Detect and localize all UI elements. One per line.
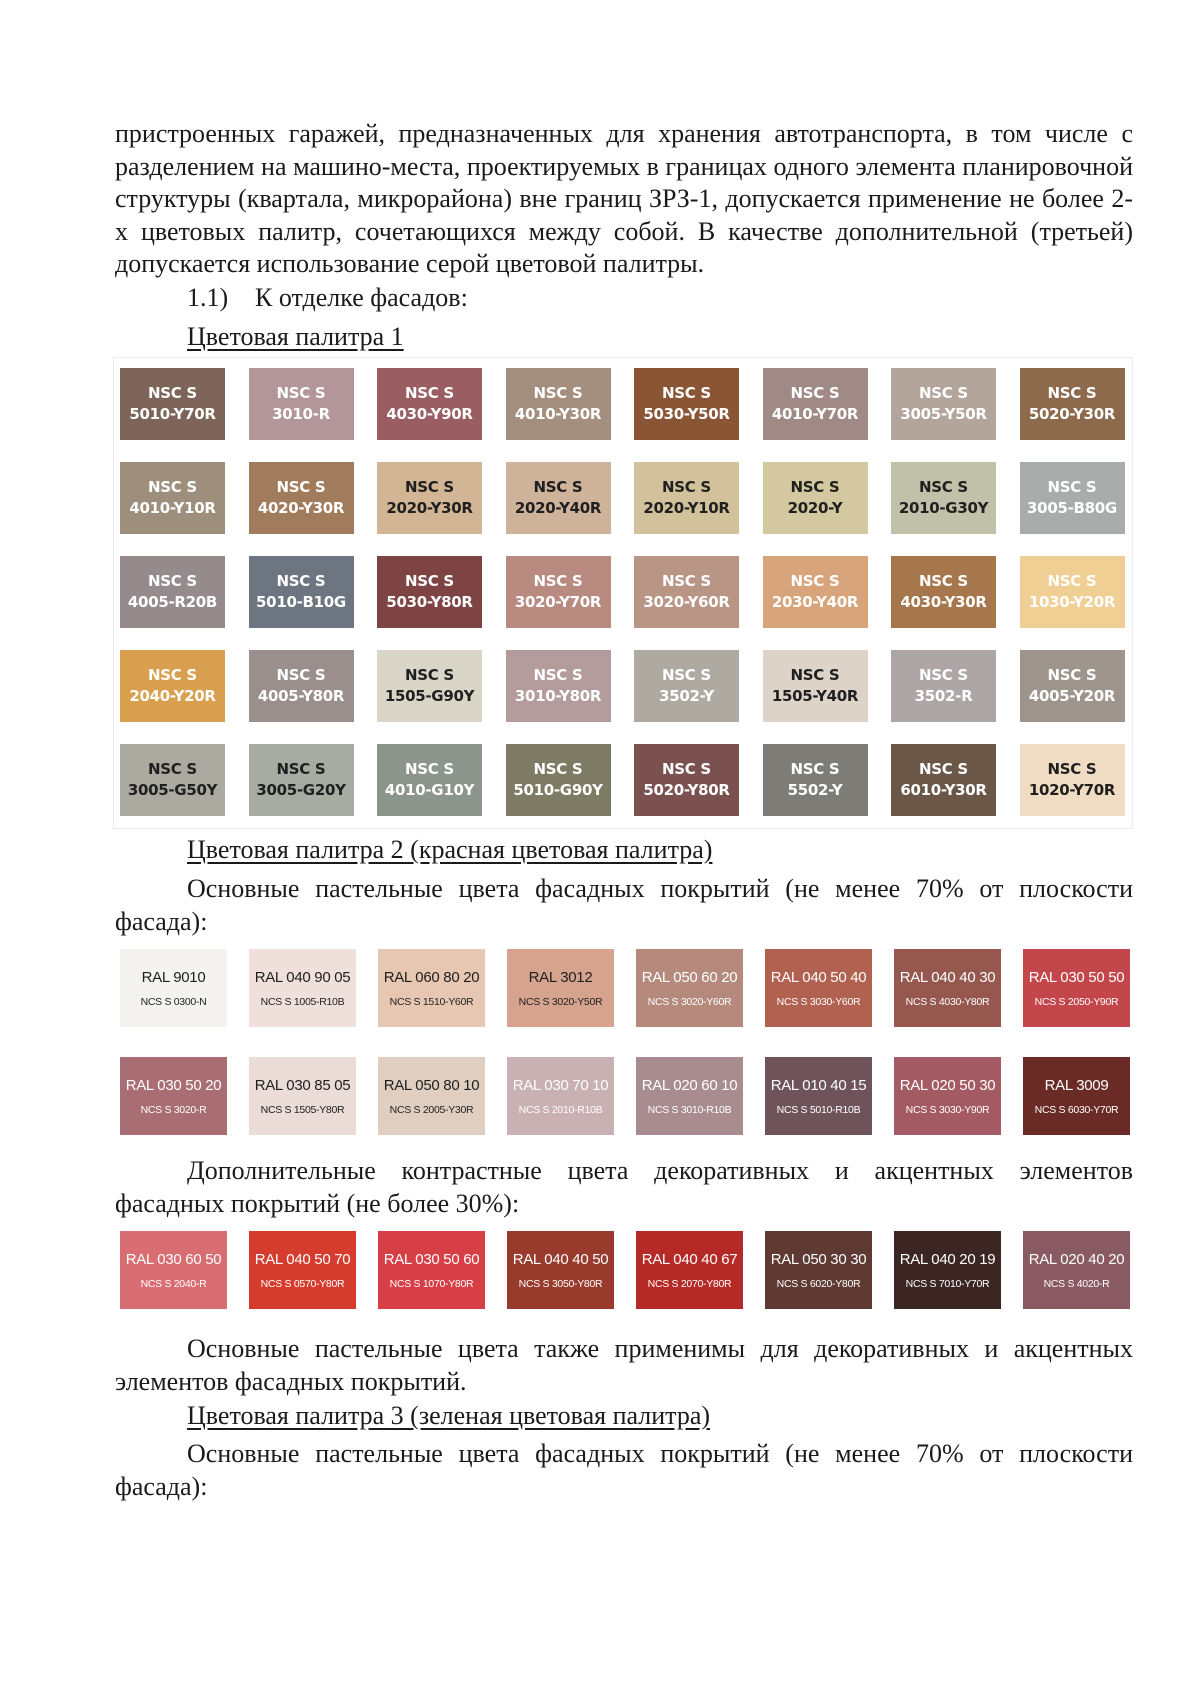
color-swatch	[894, 949, 1001, 1027]
swatch-label-code: 2030-Y40R	[771, 593, 859, 611]
swatch-ral-code: RAL 060 80 20	[383, 968, 480, 986]
swatch-label-code: 5020-Y80R	[643, 781, 730, 799]
swatch-ral-code: RAL 020 40 20	[1028, 1250, 1125, 1268]
color-swatch	[1023, 949, 1130, 1027]
swatch-label-system: NSC S	[405, 666, 454, 684]
swatch-ncs-code: NCS S 2010-R10B	[518, 1103, 603, 1116]
swatch-label-code: 2040-Y20R	[129, 687, 216, 705]
color-swatch	[377, 368, 482, 440]
color-swatch	[506, 368, 611, 440]
list-item-text: К отделке фасадов:	[255, 283, 468, 312]
swatch-label-code: 4010-Y70R	[771, 405, 859, 423]
swatch-ral-code: RAL 030 50 50	[1028, 968, 1125, 986]
swatch-label-code: 5010-B10G	[256, 593, 346, 611]
color-swatch	[507, 1231, 614, 1309]
swatch-label-code: 3502-Y	[659, 687, 714, 705]
swatch-label-system: NSC S	[276, 760, 326, 778]
list-item-facade-finishing	[187, 282, 468, 314]
swatch-ncs-code: NCS S 5010-R10B	[776, 1103, 861, 1116]
color-swatch	[506, 556, 611, 628]
swatch-label-system: NSC S	[662, 666, 711, 684]
swatch-ral-code: RAL 040 50 40	[770, 968, 867, 986]
swatch-label-system: NSC S	[662, 572, 711, 590]
swatch-label-code: 3005-G50Y	[127, 781, 218, 799]
swatch-label-system: NSC S	[662, 384, 711, 402]
swatch-label-code: 4005-Y80R	[257, 687, 345, 705]
color-swatch	[1023, 1231, 1130, 1309]
swatch-label-system: NSC S	[276, 572, 326, 590]
swatch-ral-code: RAL 3009	[1044, 1076, 1109, 1094]
color-swatch	[120, 1057, 227, 1135]
swatch-label-system: NSC S	[919, 384, 968, 402]
color-swatch	[763, 368, 868, 440]
swatch-label-code: 2010-G30Y	[898, 499, 989, 517]
swatch-label-system: NSC S	[919, 572, 968, 590]
color-swatch	[763, 650, 868, 722]
color-swatch	[765, 1057, 872, 1135]
swatch-label-system: NSC S	[405, 572, 454, 590]
swatch-ncs-code: NCS S 3010-R10B	[647, 1103, 732, 1116]
swatch-ncs-code: NCS S 1070-Y80R	[389, 1277, 474, 1290]
swatch-label-code: 4030-Y30R	[900, 593, 987, 611]
swatch-label-code: 5030-Y50R	[643, 405, 730, 423]
color-swatch	[765, 949, 872, 1027]
color-swatch	[507, 949, 614, 1027]
color-swatch	[894, 1231, 1001, 1309]
color-swatch	[634, 556, 739, 628]
color-swatch	[377, 556, 482, 628]
color-swatch	[634, 650, 739, 722]
color-swatch	[378, 1231, 485, 1309]
swatch-ncs-code: NCS S 3030-Y90R	[905, 1103, 990, 1116]
swatch-label-system: NSC S	[1047, 760, 1097, 778]
swatch-label-code: 5502-Y	[787, 781, 843, 799]
swatch-label-code: 5020-Y30R	[1028, 405, 1116, 423]
swatch-label-code: 4010-Y30R	[514, 405, 602, 423]
swatch-ncs-code: NCS S 3050-Y80R	[518, 1277, 603, 1290]
swatch-ncs-code: NCS S 4030-Y80R	[905, 995, 990, 1008]
color-swatch	[249, 1057, 356, 1135]
swatch-ncs-code: NCS S 1510-Y60R	[389, 995, 474, 1008]
swatch-label-code: 2020-Y10R	[643, 499, 730, 517]
swatch-ral-code: RAL 030 50 20	[125, 1076, 222, 1094]
swatch-label-code: 4010-Y10R	[129, 499, 216, 517]
swatch-ral-code: RAL 050 30 30	[770, 1250, 867, 1268]
color-swatch	[1020, 744, 1125, 816]
swatch-label-system: NSC S	[662, 478, 711, 496]
swatch-label-system: NSC S	[1047, 478, 1097, 496]
swatch-ncs-code: NCS S 4020-R	[1043, 1277, 1110, 1290]
palette-2-accent-text: Дополнительные контрастные цвета декоративных и акцентных элементов фасадных покрытий (не более 30%):	[115, 1156, 1133, 1218]
swatch-label-system: NSC S	[1047, 384, 1097, 402]
palette-2-accent-grid	[120, 1231, 1130, 1309]
swatch-label-system: NSC S	[533, 760, 583, 778]
swatch-label-system: NSC S	[405, 384, 454, 402]
color-swatch	[763, 744, 868, 816]
color-swatch	[636, 949, 743, 1027]
swatch-ncs-code: NCS S 2070-Y80R	[647, 1277, 732, 1290]
swatch-label-code: 1020-Y70R	[1028, 781, 1116, 799]
color-swatch	[1020, 368, 1125, 440]
palette-2-note-text: Основные пастельные цвета также применимы для декоративных и акцентных элементов фасадных покрытий.	[115, 1334, 1133, 1396]
color-swatch	[506, 462, 611, 534]
swatch-label-system: NSC S	[405, 478, 454, 496]
color-swatch	[377, 744, 482, 816]
swatch-ncs-code: NCS S 0570-Y80R	[260, 1277, 345, 1290]
swatch-ral-code: RAL 050 60 20	[641, 968, 738, 986]
swatch-label-system: NSC S	[662, 760, 711, 778]
swatch-label-system: NSC S	[919, 760, 968, 778]
color-swatch	[1020, 556, 1125, 628]
color-swatch	[506, 744, 611, 816]
swatch-label-code: 4005-Y20R	[1028, 687, 1116, 705]
swatch-label-system: NSC S	[533, 572, 583, 590]
swatch-label-system: NSC S	[533, 478, 583, 496]
swatch-label-system: NSC S	[148, 760, 197, 778]
color-swatch	[120, 556, 225, 628]
swatch-label-system: NSC S	[790, 760, 840, 778]
swatch-ncs-code: NCS S 2050-Y90R	[1034, 995, 1119, 1008]
color-swatch	[636, 1057, 743, 1135]
swatch-label-system: NSC S	[148, 478, 197, 496]
swatch-label-system: NSC S	[405, 760, 454, 778]
swatch-label-code: 3010-R	[272, 405, 330, 423]
color-swatch	[891, 744, 996, 816]
swatch-ncs-code: NCS S 6030-Y70R	[1034, 1103, 1119, 1116]
color-swatch	[763, 462, 868, 534]
swatch-label-system: NSC S	[919, 666, 968, 684]
swatch-ncs-code: NCS S 3020-Y60R	[647, 995, 732, 1008]
color-swatch	[249, 650, 354, 722]
swatch-ral-code: RAL 040 40 67	[641, 1250, 738, 1268]
swatch-ncs-code: NCS S 3020-Y50R	[518, 995, 603, 1008]
swatch-label-system: NSC S	[148, 572, 197, 590]
color-swatch	[249, 949, 356, 1027]
color-swatch	[891, 368, 996, 440]
color-swatch	[378, 1057, 485, 1135]
swatch-label-code: 3005-B80G	[1027, 499, 1117, 517]
color-swatch	[120, 744, 225, 816]
swatch-label-system: NSC S	[533, 384, 583, 402]
palette-2-main-grid	[120, 949, 1130, 1135]
color-swatch	[249, 1231, 356, 1309]
color-swatch	[377, 462, 482, 534]
palette-2-heading: Цветовая палитра 2 (красная цветовая палитра)	[187, 835, 713, 864]
color-swatch	[634, 368, 739, 440]
color-swatch	[1023, 1057, 1130, 1135]
swatch-ral-code: RAL 040 90 05	[254, 968, 351, 986]
swatch-label-code: 4030-Y90R	[386, 405, 473, 423]
swatch-label-code: 1030-Y20R	[1028, 593, 1116, 611]
swatch-label-code: 3010-Y80R	[514, 687, 602, 705]
swatch-ncs-code: NCS S 3030-Y60R	[776, 995, 861, 1008]
palette-3-heading: Цветовая палитра 3 (зеленая цветовая палитра)	[187, 1401, 711, 1430]
swatch-label-code: 2020-Y	[787, 499, 843, 517]
palette-2-main-text: Основные пастельные цвета фасадных покрытий (не менее 70% от плоскости фасада):	[115, 874, 1133, 936]
swatch-ral-code: RAL 040 40 30	[899, 968, 996, 986]
color-swatch	[120, 650, 225, 722]
color-swatch	[891, 556, 996, 628]
palette-1-heading: Цветовая палитра 1	[187, 322, 404, 351]
swatch-label-code: 3020-Y70R	[514, 593, 602, 611]
swatch-ncs-code: NCS S 1005-R10B	[260, 995, 345, 1008]
swatch-label-system: NSC S	[790, 478, 840, 496]
color-swatch	[120, 949, 227, 1027]
color-swatch	[634, 462, 739, 534]
swatch-ral-code: RAL 9010	[141, 968, 206, 986]
color-swatch	[249, 462, 354, 534]
swatch-label-code: 4005-R20B	[127, 593, 218, 611]
swatch-label-code: 3502-R	[914, 687, 973, 705]
swatch-label-system: NSC S	[1047, 572, 1097, 590]
swatch-label-code: 5030-Y80R	[386, 593, 473, 611]
swatch-ral-code: RAL 050 80 10	[383, 1076, 480, 1094]
swatch-label-system: NSC S	[1047, 666, 1097, 684]
swatch-ncs-code: NCS S 7010-Y70R	[905, 1277, 990, 1290]
swatch-ncs-code: NCS S 2040-R	[140, 1277, 207, 1290]
swatch-ncs-code: NCS S 0300-N	[140, 995, 207, 1008]
swatch-label-system: NSC S	[533, 666, 583, 684]
swatch-label-system: NSC S	[790, 384, 840, 402]
color-swatch	[378, 949, 485, 1027]
swatch-label-code: 1505-Y40R	[771, 687, 859, 705]
color-swatch	[120, 368, 225, 440]
swatch-ral-code: RAL 010 40 15	[770, 1076, 867, 1094]
palette-1-panel	[114, 358, 1132, 828]
swatch-ncs-code: NCS S 1505-Y80R	[260, 1103, 345, 1116]
color-swatch	[120, 462, 225, 534]
swatch-ral-code: RAL 040 50 70	[254, 1250, 351, 1268]
color-swatch	[377, 650, 482, 722]
intro-paragraph: пристроенных гаражей, предназначенных для хранения автотранспорта, в том числе с разделением на машино-места, проектируемых в границах одного элемента планировочной структуры (квартала, микрорайона) вне границ ЗРЗ-1, допускается применение не более 2-х цветовых палитр, сочетающихся между собой. В качестве дополнительной (третьей) допускается использование серой цветовой палитры.	[115, 119, 1133, 278]
swatch-ral-code: RAL 030 70 10	[512, 1076, 609, 1094]
swatch-label-code: 2020-Y40R	[514, 499, 602, 517]
swatch-label-code: 5010-Y70R	[129, 405, 216, 423]
color-swatch	[506, 650, 611, 722]
swatch-ral-code: RAL 020 50 30	[899, 1076, 996, 1094]
swatch-label-system: NSC S	[790, 666, 840, 684]
swatch-label-system: NSC S	[148, 666, 197, 684]
color-swatch	[765, 1231, 872, 1309]
list-item-number: 1.1)	[187, 283, 229, 312]
swatch-label-code: 6010-Y30R	[900, 781, 987, 799]
color-swatch	[120, 1231, 227, 1309]
palette-1-grid	[120, 368, 1125, 816]
swatch-ncs-code: NCS S 2005-Y30R	[389, 1103, 474, 1116]
color-swatch	[249, 556, 354, 628]
color-swatch	[763, 556, 868, 628]
color-swatch	[249, 368, 354, 440]
swatch-ral-code: RAL 030 60 50	[125, 1250, 222, 1268]
swatch-ncs-code: NCS S 6020-Y80R	[776, 1277, 861, 1290]
swatch-label-code: 4010-G10Y	[384, 781, 475, 799]
swatch-label-code: 1505-G90Y	[384, 687, 475, 705]
swatch-label-system: NSC S	[276, 384, 326, 402]
swatch-label-code: 3005-G20Y	[256, 781, 346, 799]
swatch-label-code: 3020-Y60R	[643, 593, 730, 611]
swatch-label-system: NSC S	[148, 384, 197, 402]
swatch-label-system: NSC S	[276, 666, 326, 684]
color-swatch	[891, 650, 996, 722]
swatch-ral-code: RAL 040 40 50	[512, 1250, 609, 1268]
swatch-label-system: NSC S	[276, 478, 326, 496]
swatch-ral-code: RAL 040 20 19	[899, 1250, 996, 1268]
palette-3-main-text: Основные пастельные цвета фасадных покрытий (не менее 70% от плоскости фасада):	[115, 1439, 1133, 1501]
swatch-ral-code: RAL 020 60 10	[641, 1076, 738, 1094]
swatch-label-code: 4020-Y30R	[257, 499, 345, 517]
color-swatch	[891, 462, 996, 534]
swatch-ncs-code: NCS S 3020-R	[140, 1103, 207, 1116]
swatch-ral-code: RAL 030 85 05	[254, 1076, 351, 1094]
color-swatch	[636, 1231, 743, 1309]
swatch-label-code: 2020-Y30R	[386, 499, 473, 517]
color-swatch	[249, 744, 354, 816]
swatch-ral-code: RAL 030 50 60	[383, 1250, 480, 1268]
color-swatch	[634, 744, 739, 816]
swatch-label-code: 3005-Y50R	[900, 405, 987, 423]
color-swatch	[1020, 650, 1125, 722]
swatch-label-system: NSC S	[919, 478, 968, 496]
color-swatch	[894, 1057, 1001, 1135]
swatch-label-code: 5010-G90Y	[513, 781, 603, 799]
swatch-label-system: NSC S	[790, 572, 840, 590]
swatch-ral-code: RAL 3012	[528, 968, 593, 986]
color-swatch	[1020, 462, 1125, 534]
color-swatch	[507, 1057, 614, 1135]
